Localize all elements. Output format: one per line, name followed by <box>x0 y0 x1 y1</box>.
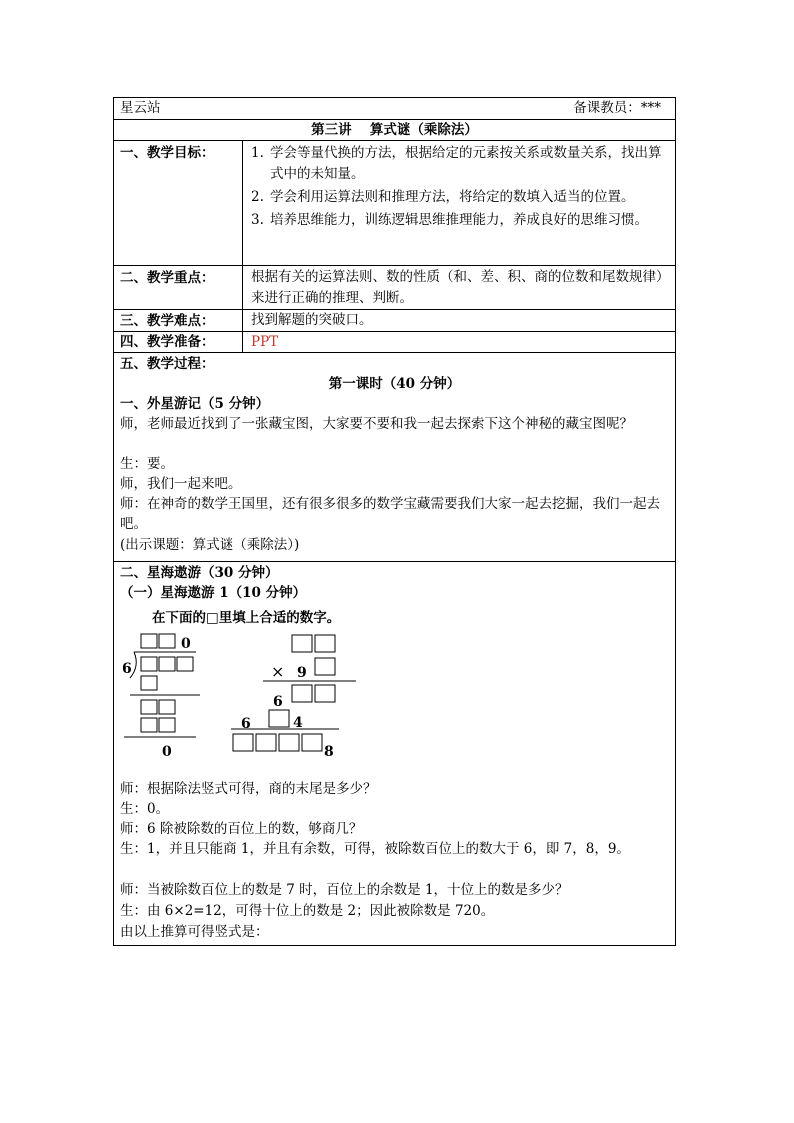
division-puzzle <box>114 632 224 777</box>
objective-text: 培养思维能力，训练逻辑思维推理能力，养成良好的思维习惯。 <box>270 212 648 228</box>
partial-box <box>292 685 312 702</box>
quotient-box <box>159 634 175 648</box>
column-divider <box>242 266 243 309</box>
preparation-text: PPT <box>251 334 279 350</box>
difficulty-label: 三、教学难点： <box>120 313 215 329</box>
product-box <box>141 676 157 690</box>
column-divider <box>242 310 243 331</box>
dialogue-line: 师：在神奇的数学王国里，还有很多很多的数学宝藏需要我们大家一起去挖掘，我们一起去吧。 <box>120 496 660 532</box>
result-box <box>256 734 276 751</box>
remainder-box <box>141 700 157 714</box>
divisor-digit: 6 <box>122 661 132 677</box>
dividend-box <box>141 657 157 671</box>
objective-text: 学会等量代换的方法，根据给定的元素按关系或数量关系，找出算式中的未知量。 <box>270 145 662 182</box>
column-divider <box>242 332 243 352</box>
multiplicand-box <box>315 635 335 652</box>
preparation-label: 四、教学准备： <box>120 334 215 350</box>
objective-number: 2. <box>251 189 264 205</box>
objective-number: 1. <box>251 145 264 161</box>
section1-title: 一、外星游记（5 分钟） <box>120 396 270 412</box>
difficulty-text: 找到解题的突破口。 <box>251 312 373 328</box>
objective-item <box>251 187 669 208</box>
objective-number: 3. <box>251 212 264 228</box>
key-points-label: 二、教学重点： <box>120 270 215 286</box>
objective-item <box>251 210 669 231</box>
dialogue-line: 生：0。 <box>120 801 170 817</box>
dialogue-line: 师：6 除被除数的百位上的数，够商几？ <box>120 821 363 837</box>
section2-row <box>114 561 675 947</box>
lesson-plan-table <box>113 97 676 946</box>
objective-text: 学会利用运算法则和推理方法，将给定的数填入适当的位置。 <box>270 189 635 205</box>
section2-subtitle: （一）星海遨游 1（10 分钟） <box>120 585 307 601</box>
quotient-box <box>141 634 157 648</box>
dialogue-line: 生：由 6×2=12，可得十位上的数是 2；因此被除数是 720。 <box>120 903 495 919</box>
header-row <box>114 98 675 119</box>
middle-digit: 4 <box>293 715 303 731</box>
result-last-digit: 8 <box>324 744 334 760</box>
multiplicand-box <box>292 635 312 652</box>
multiplier-box <box>315 658 335 675</box>
difficulty-row <box>114 309 675 331</box>
remainder-box <box>159 700 175 714</box>
dialogue-line: 师：当被除数百位上的数是 7 时，百位上的余数是 1，十位上的数是多少？ <box>120 882 569 898</box>
key-points-row <box>114 265 675 309</box>
product-box <box>159 718 175 732</box>
dialogue-line: 师，老师最近找到了一张藏宝图，大家要不要和我一起去探索下这个神秘的藏宝图呢？ <box>120 416 633 432</box>
teacher-label: 备课教员：*** <box>573 100 661 116</box>
dividend-box <box>177 657 193 671</box>
quotient-digit: 0 <box>181 636 191 652</box>
result-box <box>279 734 299 751</box>
column-divider <box>242 141 243 265</box>
section2-title: 二、星海遨游（30 分钟） <box>120 565 279 581</box>
process-label: 五、教学过程： <box>120 356 215 372</box>
preparation-row <box>114 331 675 352</box>
multiplier-digit: 9 <box>297 665 307 681</box>
result-box <box>302 734 322 751</box>
times-sign: × <box>271 662 285 681</box>
dialogue-line: (出示课题：算式谜（乘除法）) <box>120 537 300 553</box>
dialogue-line: 生：1，并且只能商 1，并且有余数，可得，被除数百位上的数大于 6，即 7，8，9。 <box>120 841 630 857</box>
title-row <box>114 119 675 140</box>
product-box <box>141 718 157 732</box>
dialogue-line: 由以上推算可得竖式是： <box>120 924 269 940</box>
dialogue-line: 师：根据除法竖式可得，商的末尾是多少？ <box>120 781 377 797</box>
station-name: 星云站 <box>120 100 161 116</box>
multiplication-puzzle <box>229 632 369 777</box>
dividend-box <box>159 657 175 671</box>
key-points-text: 根据有关的运算法则、数的性质（和、差、积、商的位数和尾数规律）来进行正确的推理、判断。 <box>251 269 663 306</box>
objectives-list <box>251 143 669 233</box>
objective-item <box>251 143 669 185</box>
objectives-row <box>114 140 675 265</box>
dialogue-line: 生：要。 <box>120 456 174 472</box>
puzzle-instruction: 在下面的□里填上合适的数字。 <box>152 610 341 626</box>
result-box <box>233 734 253 751</box>
process-row <box>114 352 675 561</box>
partial-box <box>269 710 289 727</box>
partial-digit: 6 <box>273 694 283 710</box>
dialogue-line: 师，我们一起来吧。 <box>120 476 242 492</box>
partial-box <box>315 685 335 702</box>
remainder-digit: 0 <box>162 744 172 760</box>
objectives-label: 一、教学目标： <box>120 145 215 161</box>
lesson-period-title: 第一课时（40 分钟） <box>328 376 461 392</box>
lesson-title: 第三讲 算式谜（乘除法） <box>311 122 478 138</box>
middle-digit: 6 <box>241 716 251 732</box>
